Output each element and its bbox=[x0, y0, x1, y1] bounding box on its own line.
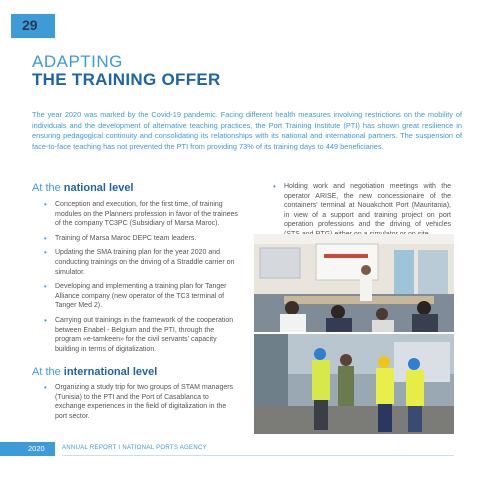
footer-year: 2020 bbox=[28, 444, 45, 453]
heading-line-1: ADAPTING bbox=[32, 52, 123, 71]
list-item bbox=[44, 282, 238, 311]
list-item-text: Carrying out trainings in the framework of the cooperation between Enabel - Belgium and the PTI, through the program «e-tamkeen» for the civil servants' capacity building in terms of digitalization. bbox=[55, 316, 234, 353]
section-heading-international bbox=[32, 366, 157, 378]
list-item bbox=[44, 200, 238, 229]
site-training-photo bbox=[254, 334, 454, 434]
list-item bbox=[44, 234, 238, 244]
bullet-icon: • bbox=[44, 383, 47, 392]
section-heading-emphasis: national level bbox=[63, 182, 134, 194]
list-item bbox=[44, 316, 238, 354]
heading-line-2: THE TRAINING OFFER bbox=[32, 70, 221, 89]
international-list bbox=[44, 383, 238, 426]
bullet-icon: • bbox=[44, 200, 47, 209]
list-item-text: Holding work and negotiation meetings with the operator ARISE, the new concessionaire of the containers' terminal at Nouakchott Port (Mauritania), in view of a support and training project on port operation professions and the driving of vehicles bbox=[284, 183, 451, 229]
list-item-text: Conception and execution, for the first time, of training modules on the Planners profession in favor of the trainees of the company TC3PC (Subsidiary of Marsa Maroc). bbox=[55, 201, 238, 228]
section-heading-prefix: At the bbox=[32, 182, 64, 194]
footer-divider bbox=[62, 455, 454, 456]
bullet-icon: • bbox=[44, 248, 47, 258]
section-heading-national bbox=[32, 182, 134, 194]
list-item-text: Developing and implementing a training plan for Tanger Alliance company (new operator of the TC3 terminal of Tanger Med 2). bbox=[55, 283, 227, 310]
list-item bbox=[44, 248, 238, 277]
page-number: 29 bbox=[22, 17, 38, 33]
bullet-icon: • bbox=[44, 233, 47, 243]
bullet-icon: • bbox=[44, 282, 47, 292]
bullet-icon: • bbox=[44, 315, 47, 325]
list-item-text: Organizing a study trip for two groups of STAM managers (Tunisia) to the PTI and the Port of Casablanca to exchange experiences in the field of digitalization in the port sector. bbox=[55, 384, 234, 420]
list-item bbox=[273, 182, 451, 240]
footer-text: ANNUAL REPORT I NATIONAL PORTS AGENCY bbox=[62, 445, 207, 451]
bullet-icon: • bbox=[273, 182, 276, 191]
list-item-text: Training of Marsa Maroc DEPC team leaders. bbox=[55, 234, 197, 242]
section-heading-emphasis: international level bbox=[63, 366, 158, 378]
national-list bbox=[44, 200, 238, 359]
list-item bbox=[44, 383, 238, 421]
training-room-photo bbox=[254, 234, 454, 332]
section-heading-prefix: At the bbox=[32, 366, 64, 378]
intro-paragraph: The year 2020 was marked by the Covid-19 pandemic. Facing different health measures involving restrictions on the mobility of individuals and the development of alternative teaching practices, the Port Training Institute (PTI) has shown great resilience in ensuring pedagogical continuity and consolidating its relationships with its national and international partners. The suspension of face-to-face teaching has not prevented the PTI from providing 73% of its training days to 449 beneficiaries. bbox=[32, 110, 462, 151]
list-item-text: Updating the SMA training plan for the year 2020 and conducting trainings on the driving of a Straddle carrier on simulator. bbox=[55, 249, 235, 276]
